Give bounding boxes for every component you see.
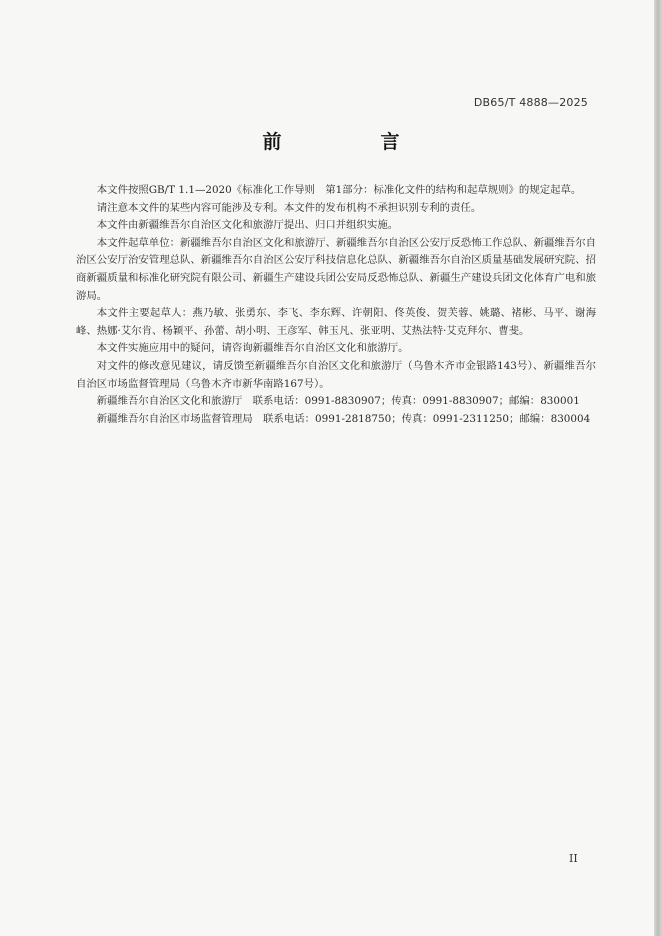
page-number: II bbox=[569, 852, 578, 865]
document-code: DB65/T 4888—2025 bbox=[473, 96, 588, 109]
paragraph-proposer: 本文件由新疆维吾尔自治区文化和旅游厅提出、归口并组织实施。 bbox=[96, 219, 399, 232]
foreword-body bbox=[76, 182, 596, 428]
paragraph-drafters: 本文件主要起草人：燕乃敏、张勇东、李飞、李东辉、许朝阳、佟英俊、贺芙蓉、姚璐、褚彬、马平、谢海峰、热娜·艾尔肯、杨颖平、孙蕾、胡小明、王彦军、韩玉凡、张亚明、艾热法特·艾克拜尔、曹斐。 bbox=[76, 307, 596, 337]
paragraph-contact-market: 新疆维吾尔自治区市场监督管理局 联系电话：0991-2818750；传真：0991-2311250；邮编：830004 bbox=[96, 412, 591, 425]
page-title: 前 言 bbox=[262, 131, 440, 153]
paragraph-patent-notice: 请注意本文件的某些内容可能涉及专利。本文件的发布机构不承担识别专利的责任。 bbox=[96, 201, 482, 214]
paragraph-feedback: 对文件的修改意见建议，请反馈至新疆维吾尔自治区文化和旅游厅（乌鲁木齐市金银路143号）、新疆维吾尔自治区市场监督管理局（乌鲁木齐市新华南路167号）。 bbox=[76, 359, 596, 390]
paragraph-drafting-units: 本文件起草单位：新疆维吾尔自治区文化和旅游厅、新疆维吾尔自治区公安厅反恐怖工作总队、新疆维吾尔自治区公安厅治安管理总队、新疆维吾尔自治区公安厅科技信息化总队、新疆维吾尔自治区质量基础发展研究院、招商新疆质量和标准化研究院有限公司、新疆生产建设兵团公安局反恐怖总队、新疆生产建设兵团文化体育广电和旅游局。 bbox=[76, 236, 596, 302]
paragraph-drafting-rules: 本文件按照GB/T 1.1—2020《标准化工作导则 第1部分：标准化文件的结构和起草规则》的规定起草。 bbox=[96, 184, 582, 196]
paragraph-inquiry: 本文件实施应用中的疑问，请咨询新疆维吾尔自治区文化和旅游厅。 bbox=[96, 342, 409, 355]
paragraph-contact-tourism: 新疆维吾尔自治区文化和旅游厅 联系电话：0991-8830907；传真：0991-8830907；邮编：830001 bbox=[96, 395, 580, 408]
